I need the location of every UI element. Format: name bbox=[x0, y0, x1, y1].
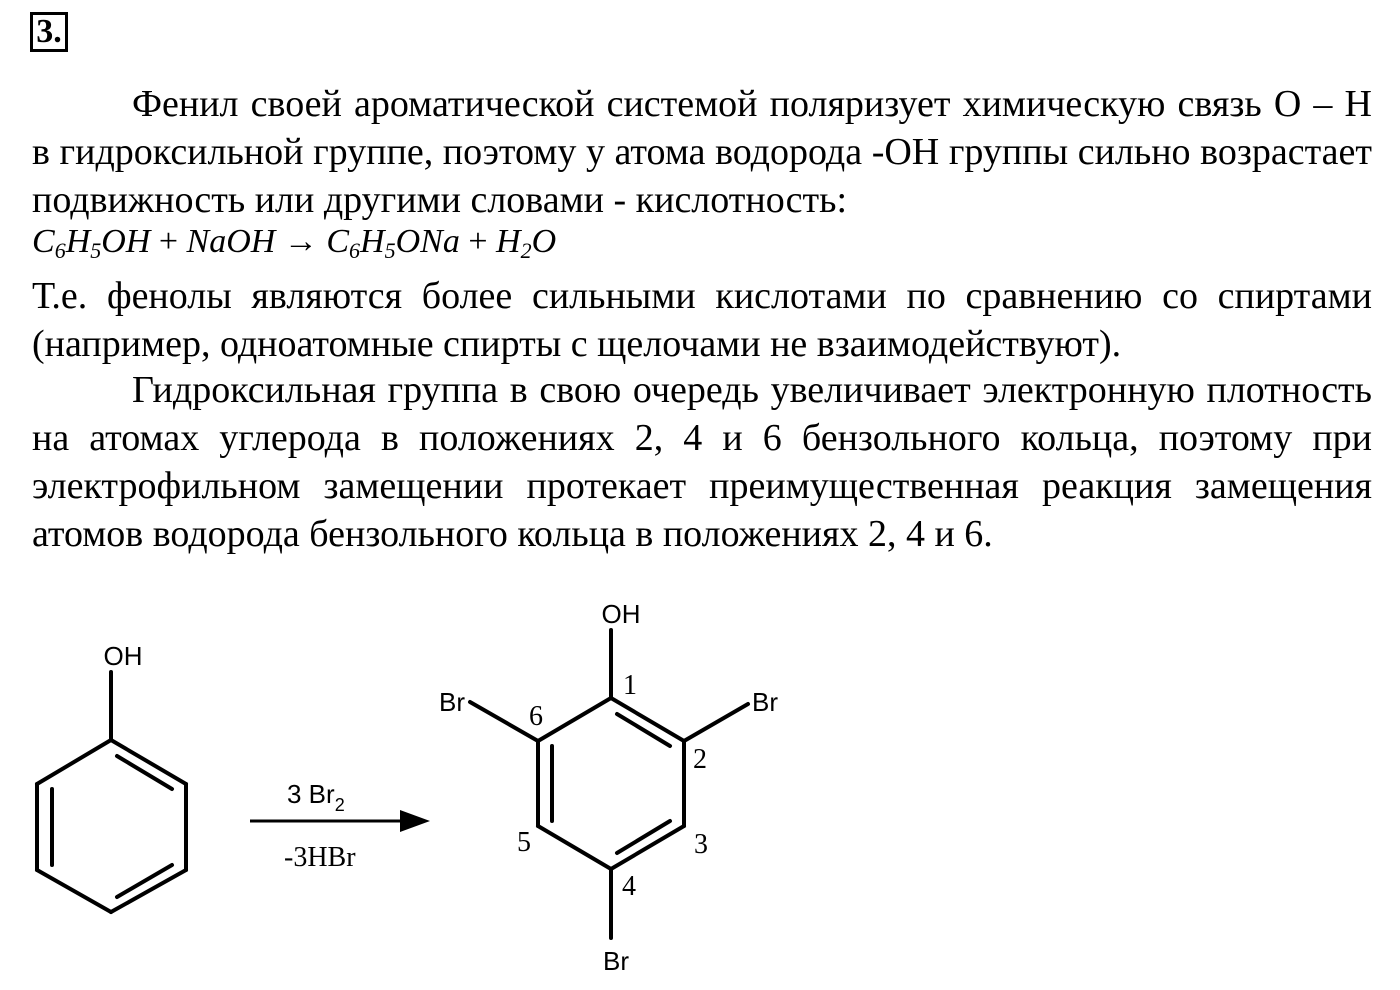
br-bottom-label: Br bbox=[603, 946, 629, 976]
br-right-label: Br bbox=[752, 687, 778, 717]
paragraph-1 bbox=[32, 80, 1372, 224]
paragraph-3 bbox=[32, 366, 1372, 558]
position-5: 5 bbox=[517, 827, 531, 858]
br-left-label: Br bbox=[439, 687, 465, 717]
phenol-oh-label: OH bbox=[103, 641, 143, 671]
position-3: 3 bbox=[694, 829, 708, 860]
bromination-scheme bbox=[0, 590, 1400, 990]
position-2: 2 bbox=[693, 744, 707, 775]
paragraph-2 bbox=[32, 272, 1372, 368]
phenol-structure bbox=[37, 672, 186, 912]
paragraph-2-text: Т.е. фенолы являются более сильными кислотами по сравнению со спиртами (например, одноатомные спирты с щелочами не взаимодействуют). bbox=[32, 275, 1372, 365]
position-4: 4 bbox=[622, 871, 636, 902]
tribromophenol-structure bbox=[470, 630, 748, 938]
reaction-equation: $C_6H_5OH$ + NaOH → $C_6H_5ONa + H_2O$ bbox=[32, 223, 557, 263]
reagent-label: 3 $Br_2$ bbox=[287, 779, 345, 815]
byproduct-label: -3HBr bbox=[284, 842, 356, 873]
paragraph-1-text: Фенил своей ароматической системой поляризует химическую связь О – Н в гидроксильной группе, поэтому у атома водорода -ОН группы сильно возрастает подвижность или другими словами - кислотность: bbox=[32, 83, 1372, 221]
task-number-box bbox=[30, 12, 68, 52]
position-6: 6 bbox=[529, 701, 543, 732]
paragraph-3-text: Гидроксильная группа в свою очередь увеличивает электронную плотность на атомах углерода в положениях 2, 4 и 6 бензольного кольца, поэтому при электрофильном замещении протекает преимущественная реакция замещения атомов водорода бензольного кольца в положениях 2, 4 и 6. bbox=[32, 369, 1372, 555]
position-1: 1 bbox=[623, 670, 637, 701]
task-number: 3. bbox=[36, 13, 62, 50]
product-oh-label: OH bbox=[601, 599, 641, 629]
